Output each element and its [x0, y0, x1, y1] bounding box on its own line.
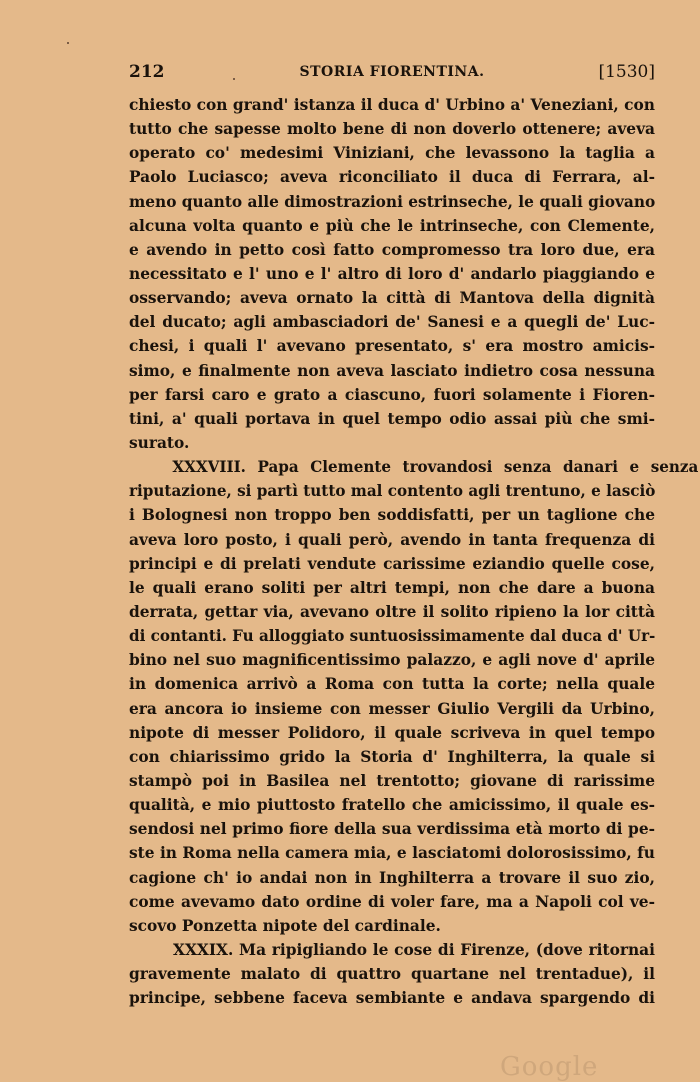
- text-line: simo, e finalmente non aveva lasciato indietro cosa nessuna: [129, 361, 655, 380]
- text-line: riputazione, si partì tutto mal contento agli trentuno, e lasciò: [129, 482, 656, 501]
- page-number: 212: [129, 62, 165, 82]
- text-line: tini, a' quali portava in quel tempo odio assai più che smi-: [129, 409, 655, 428]
- scan-watermark: Google: [500, 1052, 599, 1082]
- text-line: con chiarissimo grido la Storia d' Inghilterra, la quale si: [129, 747, 655, 766]
- text-line: surato.: [129, 433, 190, 452]
- text-line: qualità, e mio piuttosto fratello che amicissimo, il quale es-: [129, 796, 655, 815]
- text-line: necessitato e l' uno e l' altro di loro d' andarlo piaggiando e: [129, 264, 655, 283]
- text-line: gravemente malato di quattro quartane nel trentadue), il: [129, 965, 655, 984]
- text-line: ste in Roma nella camera mia, e lasciatomi dolorosissimo, fu: [129, 844, 655, 863]
- text-line: come avevamo dato ordine di voler fare, ma a Napoli col ve-: [129, 892, 655, 911]
- paper-speck: [67, 42, 69, 44]
- text-line: aveva loro posto, i quali però, avendo in tanta frequenza di: [129, 530, 655, 549]
- text-line: sendosi nel primo fiore della sua verdissima età morto di pe-: [129, 820, 655, 839]
- text-line: osservando; aveva ornato la città di Mantova della dignità: [129, 289, 655, 308]
- text-line: scovo Ponzetta nipote del cardinale.: [129, 916, 441, 935]
- text-line: era ancora io insieme con messer Giulio Vergili da Urbino,: [129, 699, 655, 718]
- text-line: di contanti. Fu alloggiato suntuosissimamente dal duca d' Ur-: [129, 627, 655, 646]
- text-line: Paolo Luciasco; aveva riconciliato il duca di Ferrara, al-: [129, 168, 655, 187]
- text-line: per farsi caro e grato a ciascuno, fuori solamente i Fioren-: [129, 385, 655, 404]
- running-title: STORIA FIORENTINA.: [299, 64, 485, 80]
- text-body: [129, 93, 699, 1010]
- text-line: cagione ch' io andai non in Inghilterra a trovare il suo zio,: [129, 868, 655, 887]
- text-line: derrata, gettar via, avevano oltre il solito ripieno la lor città: [129, 602, 655, 621]
- text-line: principi e di prelati vendute carissime eziandio quelle cose,: [129, 554, 655, 573]
- text-line: chesi, i quali l' avevano presentato, s' era mostro amicis-: [129, 337, 655, 356]
- text-line: le quali erano soliti per altri tempi, non che dare a buona: [129, 578, 655, 597]
- text-line: e avendo in petto così fatto compromesso tra loro due, era: [129, 240, 655, 259]
- section-heading-line: XXXIX. Ma ripigliando le cose di Firenze, (dove ritornai: [173, 940, 655, 959]
- text-line: operato co' medesimi Viniziani, che levassono la taglia a: [129, 144, 655, 163]
- section-heading-line: XXXVIII. Papa Clemente trovandosi senza danari e senza: [172, 458, 699, 477]
- year-marker: [1530]: [598, 62, 655, 82]
- text-line: chiesto con grand' istanza il duca d' Urbino a' Veneziani, con: [129, 96, 655, 114]
- text-line: meno quanto alle dimostrazioni estrinseche, le quali giovano: [129, 192, 655, 211]
- text-line: bino nel suo magnificentissimo palazzo, e agli nove d' aprile: [129, 651, 655, 670]
- text-line: i Bolognesi non troppo ben soddisfatti, per un taglione che: [129, 506, 655, 525]
- text-line: stampò poi in Basilea nel trentotto; giovane di rarissime: [129, 771, 655, 790]
- text-line: nipote di messer Polidoro, il quale scriveva in quel tempo: [129, 723, 655, 742]
- text-line: tutto che sapesse molto bene di non doverlo ottenere; aveva: [129, 120, 655, 139]
- running-header: [129, 60, 655, 88]
- text-line: in domenica arrivò a Roma con tutta la corte; nella quale: [129, 675, 655, 694]
- text-line: principe, sebbene faceva sembiante e andava spargendo di: [129, 989, 655, 1008]
- text-line: del ducato; agli ambasciadori de' Sanesi e a quegli de' Luc-: [129, 313, 655, 332]
- text-line: alcuna volta quanto e più che le intrinseche, con Clemente,: [129, 216, 655, 235]
